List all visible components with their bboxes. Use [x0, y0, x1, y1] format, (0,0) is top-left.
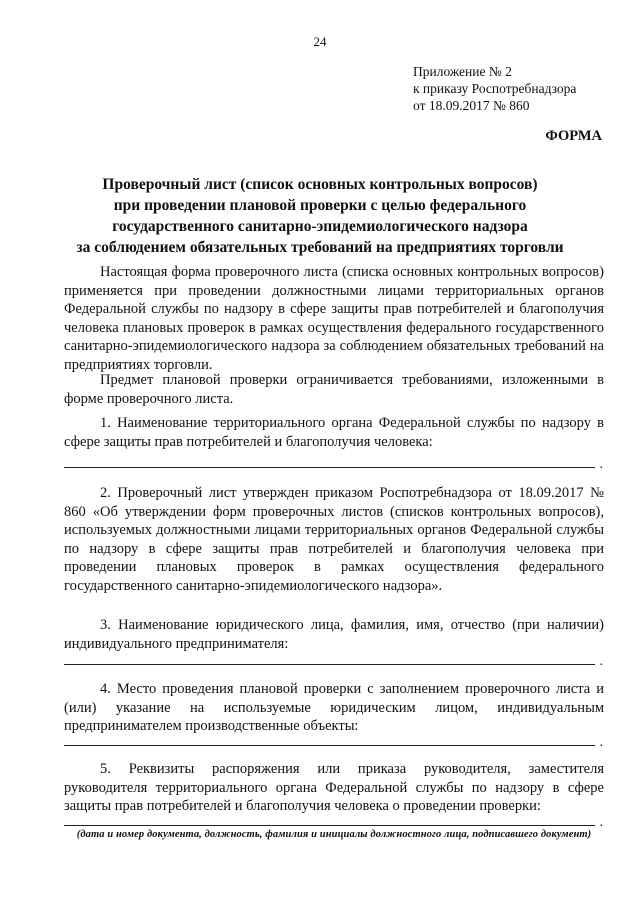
title-line-2: при проведении плановой проверки с целью федерального — [113, 197, 527, 214]
item-1-text: 1. Наименование территориального органа Федеральной службы по надзору в сфере защиты прав потребителей и благополучия человека: — [64, 415, 604, 450]
appendix-block — [413, 63, 576, 114]
form-label: ФОРМА — [545, 128, 602, 144]
item-1 — [64, 414, 604, 451]
item-2 — [64, 484, 604, 595]
item-2-text: 2. Проверочный лист утвержден приказом Роспотребнадзора от 18.09.2017 № 860 «Об утверждении форм проверочных листов (списков контрольных вопросов), используемых должностными лицами территориальных органов Федеральной службы по надзору в сфере защиты прав потребителей и благополучия человека при проведении плановых проверок в рамках осуществления федерального государственного санитарно-эпидемиологического надзора». — [64, 485, 604, 594]
fill-line-1[interactable] — [64, 457, 603, 472]
item-5-text: 5. Реквизиты распоряжения или приказа руководителя, заместителя руководителя территориального органа Федеральной службы по надзору в сфере защиты прав потребителей и благополучия человека о проведении проверки: — [64, 761, 604, 814]
appendix-line-3: от 18.09.2017 № 860 — [413, 98, 530, 113]
subject-section — [64, 371, 604, 408]
line-end-dot: . — [599, 815, 603, 830]
title-line-4: за соблюдением обязательных требований на предприятиях торговли — [76, 239, 564, 256]
title-line-1: Проверочный лист (список основных контрольных вопросов) — [102, 176, 538, 193]
subject-paragraph: Предмет плановой проверки ограничивается требованиями, изложенными в форме проверочного листа. — [64, 372, 604, 407]
line-end-dot: . — [599, 457, 603, 472]
item-4 — [64, 680, 604, 736]
item-5 — [64, 760, 604, 816]
fill-line-3[interactable] — [64, 654, 603, 669]
document-title — [40, 174, 600, 258]
item-3-text: 3. Наименование юридического лица, фамилия, имя, отчество (при наличии) индивидуального предпринимателя: — [64, 617, 604, 652]
appendix-line-2: к приказу Роспотребнадзора — [413, 81, 577, 96]
appendix-line-1: Приложение № 2 — [413, 64, 512, 79]
fill-line-4[interactable] — [64, 735, 603, 750]
line-end-dot: . — [599, 735, 603, 750]
intro-paragraph: Настоящая форма проверочного листа (списка основных контрольных вопросов) применяется при проведении должностными лицами территориальных органов Федеральной службы по надзору в сфере защиты прав потребителей и благополучия человека плановых проверок в рамках осуществления федерального государственного санитарно-эпидемиологического надзора за соблюдением обязательных требований на предприятиях торговли. — [64, 264, 604, 373]
fill-line-5[interactable] — [64, 815, 603, 830]
page-number: 24 — [313, 34, 327, 49]
intro-section — [64, 263, 604, 374]
item-4-text: 4. Место проведения плановой проверки с заполнением проверочного листа и (или) указание на используемые юридическим лицом, индивидуальным предпринимателем производственные объекты: — [64, 681, 604, 734]
signature-caption: (дата и номер документа, должность, фамилия и инициалы должностного лица, подписавшего документ) — [76, 829, 592, 840]
item-3 — [64, 616, 604, 653]
line-end-dot: . — [599, 654, 603, 669]
title-line-3: государственного санитарно-эпидемиологического надзора — [112, 218, 528, 235]
